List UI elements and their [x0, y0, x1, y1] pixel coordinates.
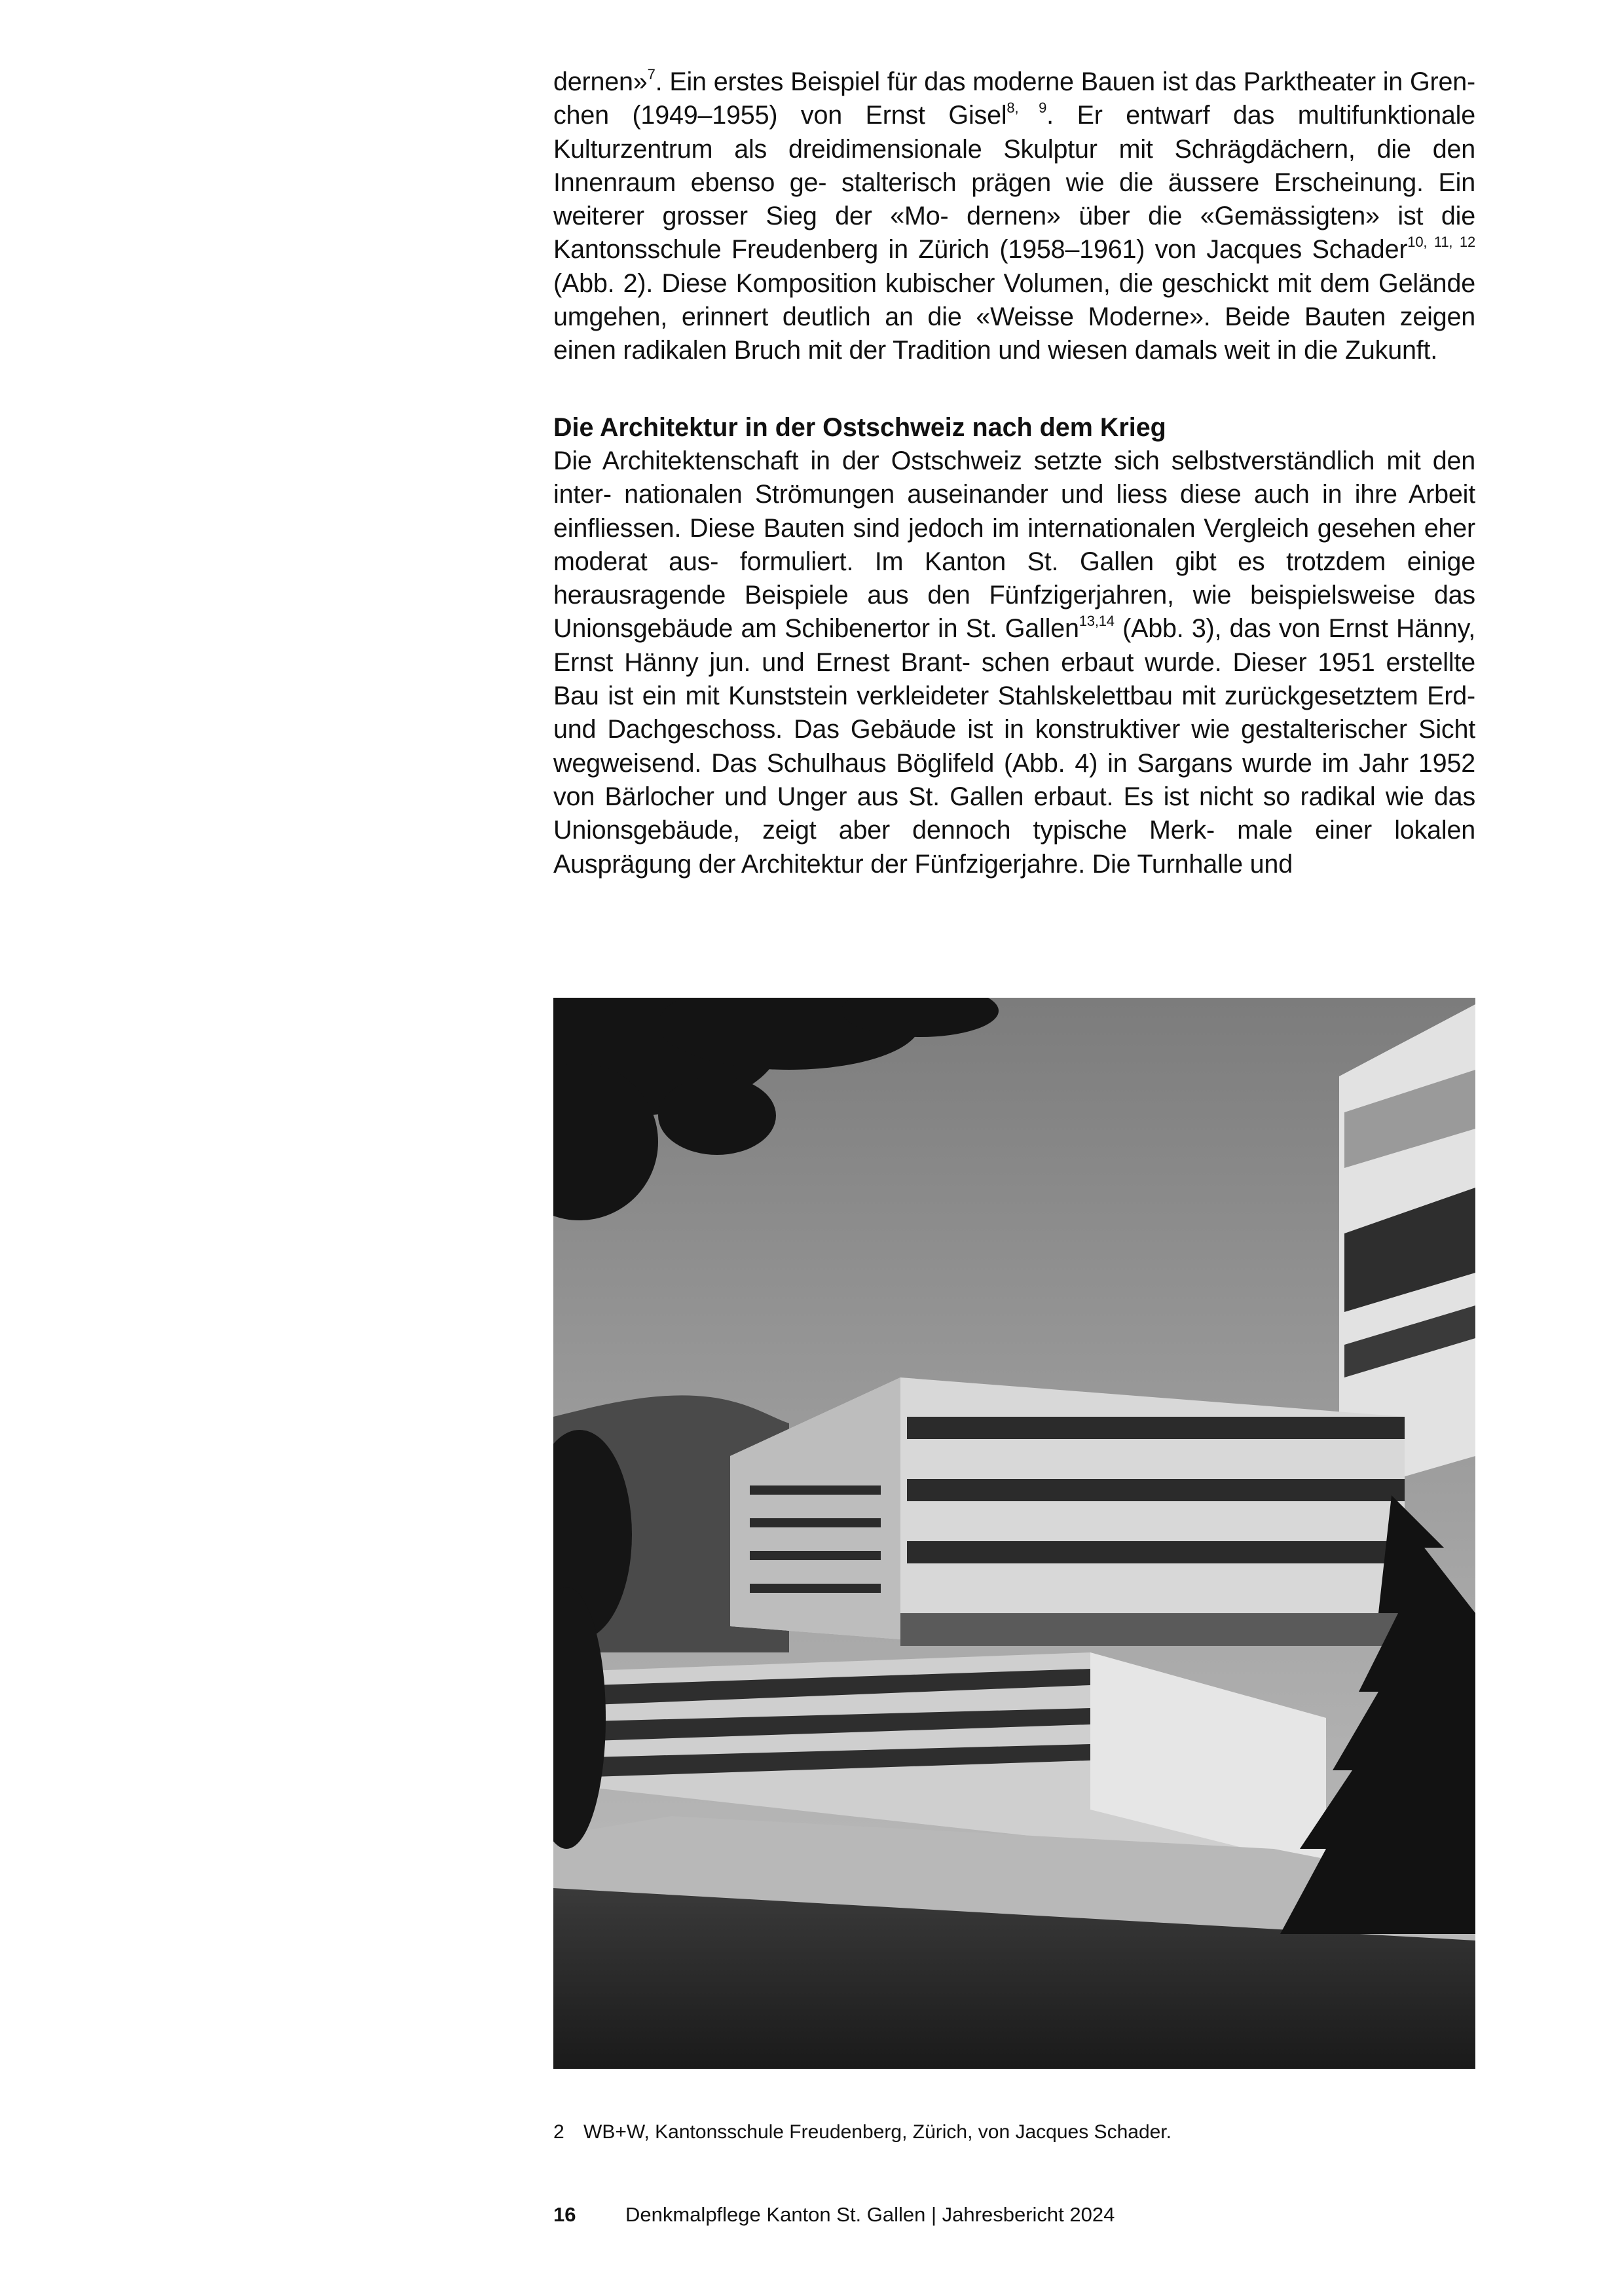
body-paragraph-2 — [553, 445, 1475, 881]
text-run: nationalen Strömungen auseinander und liess diese auch in ihre Arbeit einfliessen. Diese Bauten sind jedoch im internationalen Vergleich gesehen eher moderat aus- — [553, 480, 1475, 576]
building-photograph — [553, 998, 1475, 2069]
text-run: . Er entwarf das multifunktionale Kulturzentrum als dreidimensionale Skulptur mit Schrägdächern, die den Innenraum ebenso ge- — [553, 101, 1475, 197]
footnote-ref: 7 — [647, 66, 655, 82]
upper-block-recess — [900, 1613, 1405, 1646]
text-run: dernen» — [553, 67, 648, 96]
figure-caption — [553, 2119, 1172, 2145]
text-run: chen (1949–1955) von Ernst Gisel — [553, 101, 1007, 130]
publication-title: Denkmalpflege Kanton St. Gallen | Jahresbericht 2024 — [625, 2203, 1115, 2226]
caption-text: WB+W, Kantonsschule Freudenberg, Zürich, von Jacques Schader. — [583, 2121, 1172, 2143]
text-run: stalterisch prägen wie die äussere Erscheinung. Ein weiterer grosser Sieg der «Mo- — [553, 168, 1475, 231]
text-run: Die Architektenschaft in der Ostschweiz setzte sich selbstverständlich mit den inter- — [553, 446, 1475, 509]
text-run: schen erbaut wurde. Dieser 1951 erstellte Bau ist ein mit Kunststein verkleideter Stahlskelettbau mit zurückgesetztem Erd- und Dachgeschoss. Das Gebäude ist in konstruktiver wie gestalterischer Sicht wegweisend. Das Schulhaus Böglifeld (Abb. 4) in Sargans wurde im Jahr 1952 von Bärlocher und Unger aus St. Gallen erbaut. Es ist nicht so radikal wie das Unionsgebäude, zeigt aber dennoch typische Merk- — [553, 647, 1475, 845]
text-run: . Ein erstes Beispiel für das moderne Bauen ist das Parktheater in Gren- — [655, 67, 1475, 96]
page-number: 16 — [553, 2203, 576, 2226]
text-run: formuliert. Im Kanton St. Gallen gibt es trotzdem einige herausragende Beispiele aus den Fünfzigerjahren, wie beispielsweise das Unionsgebäude am Schibenertor in St. Gallen — [553, 547, 1475, 644]
section-heading: Die Architektur in der Ostschweiz nach dem Krieg — [553, 413, 1166, 442]
page-footer — [553, 2202, 1115, 2228]
text-run: male einer lokalen Ausprägung der Architektur der Fünfzigerjahre. Die Turnhalle und — [553, 816, 1475, 879]
footnote-ref: 8, 9 — [1006, 100, 1047, 117]
text-run: (Abb. 2). Diese Komposition kubischer Volumen, die geschickt mit dem Gelände umgehen, erinnert deutlich an die «Weisse Moderne». Beide Bauten zeigen einen radikalen Bruch mit der Tradition und wiesen damals weit in die Zukunft. — [553, 268, 1475, 365]
caption-number: 2 — [553, 2121, 564, 2143]
body-paragraph-1 — [553, 65, 1475, 368]
lower-window-bands — [593, 1669, 1090, 1777]
photo-illustration — [553, 998, 1475, 2069]
text-run: dernen» über die «Gemässigten» ist die Kantonsschule Freudenberg in Zürich (1958–1961) von Jacques Schader — [553, 202, 1475, 264]
footnote-ref: 10, 11, 12 — [1407, 234, 1475, 251]
text-run: (Abb. 3), das von Ernst Hänny, Ernst Hänny jun. und Ernest Brant- — [553, 614, 1475, 677]
footnote-ref: 13,14 — [1079, 613, 1115, 630]
